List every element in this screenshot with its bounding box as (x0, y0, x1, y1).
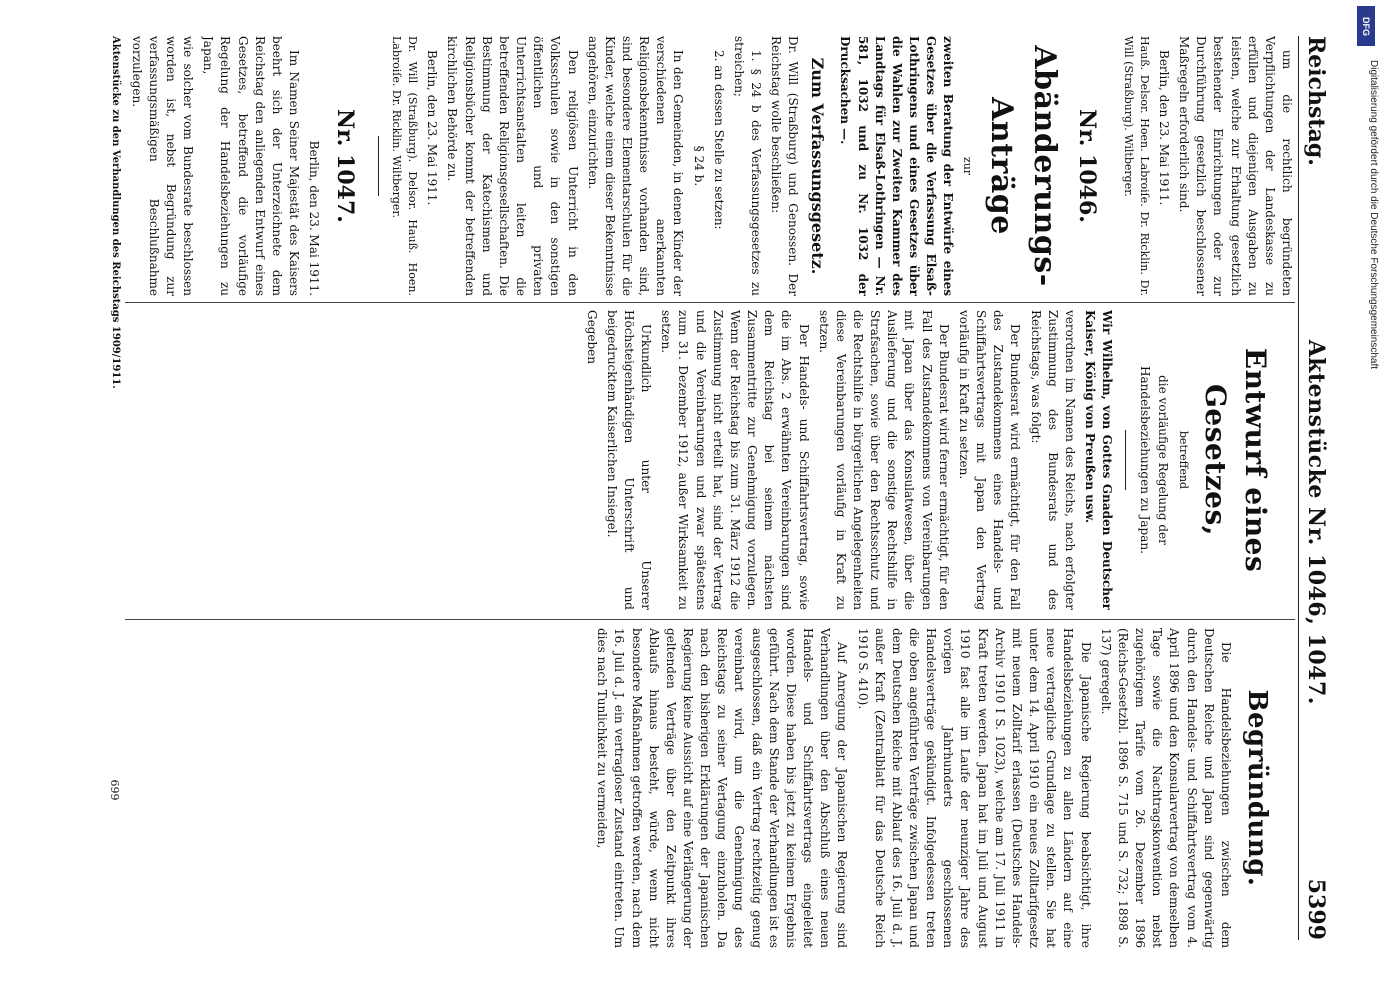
divider (1125, 430, 1126, 490)
dfg-sidebar (1353, 0, 1379, 1000)
column-separator (125, 302, 1295, 303)
date-line: Berlin, den 23. Mai 1911. (1156, 50, 1171, 206)
paragraph: Der Bundesrat wird ferner ermächtigt, für den Fall des Zustandekommens von Vereinbarungen mit Japan über das Konsulatwesen, über die Auslieferung und die sonstige Rechtshilfe in Strafsachen, sowie über den Rechtsschutz und die Rechtshilfe in bürgerlichen Angelegenheiten diese Vereinbarungen vorläufig in Kraft zu setzen. (816, 310, 951, 610)
paragraph: wie solcher vom Bundesrate beschlossen worden ist, nebst Begründung zur verfassungsmäßigen Beschlußnahme vorzulegen. (129, 36, 196, 296)
document-number-heading: Nr. 1047. (331, 109, 358, 223)
header-left: Reichstag. (1303, 36, 1329, 166)
list-item: 2. an dessen Stelle zu setzen: (711, 50, 726, 230)
subheading: Zum Verfassungsgesetz. (808, 57, 828, 275)
document-number-heading: Nr. 1046. (1074, 109, 1101, 223)
paragraph: zweiten Beratung der Entwürfe eines Gesetzes über die Verfassung Elsaß-Lothringens und eines Gesetzes über die Wahlen zur Zweiten Kammer des Landtags für Elsaß-Lothringen — Nr. 581, 1032 und zu Nr. 1032 der Drucksachen —. (838, 36, 956, 296)
column-middle (125, 310, 1295, 610)
paragraph: Im Namen Seiner Majestät des Kaisers beehrt sich der Unterzeichnete dem Reichstag den anliegenden Entwurf eines Gesetzes, betreffend die vorläufige Regelung der Handelsbeziehungen zu Japan, (201, 36, 302, 296)
paragraph: In den Gemeinden, in denen Kinder der verschiedenen anerkannten Religionsbekenntnisse vorhanden sind, sind besondere Elementarschulen für die Kinder, welche einem dieser Bekenntnisse angehören, einzurichten. (585, 36, 686, 296)
paragraph: Gegeben (584, 310, 599, 364)
column-left (125, 36, 1295, 296)
section-heading: Begründung. (1242, 689, 1272, 887)
paragraph: um die rechtlich begründeten Verpflichtungen der Landeskasse zu erfüllen und diejenigen Ausgaben zu leisten, welche zur Erhaltung gesetzlich bestehender Einrichtungen oder zur Durchführung gesetzlich beschlossener Maßregeln erforderlich sind. (1177, 36, 1294, 296)
paragraph: Die Japanische Regierung beabsichtigt, ihre Handelsbeziehungen zu allen Ländern auf eine neue vertragliche Grundlage zu stellen. Sie hat unter dem 14. April 1910 ein neues Zolltarifgesetz mit neuem Zolltarif erlassen (Deutsches Handels-Archiv 1910 I S. 1023), welche am 17. Juli 1911 in Kraft treten werden. Japan hat im Juli und August 1910 fast alle im Laufe der neunziger Jahre des vorigen Jahrhunderts geschlossenen Handelsverträge gekündigt. Infolgedessen treten die oben angeführten Verträge zwischen Japan und dem Deutschen Reiche mit Ablauf des 16. Juli d. J. außer Kraft (Zentralblatt für das Deutsche Reich 1910 S. 410). (855, 628, 1093, 948)
paragraph: Urkundlich unter Unserer Höchsteigenhändigen Unterschrift und beigedrucktem Kaiserlichen Insiegel. (604, 310, 654, 610)
page-footer: Aktenstücke zu den Verhandlungen des Reichstags 1909/1911. (110, 36, 121, 389)
signers: Dr. Will (Straßburg). Delsor. Hauß. Hoen. Labroiſe. Dr. Ricklin. Wiltberger. (390, 36, 420, 296)
divider (378, 136, 379, 196)
paragraph: Auf Anregung der Japanischen Regierung sind Verhandlungen über den Abschluß eines neuen Handels- und Schiffahrtsvertrags eingeleitet worden. Diese haben bis jetzt zu keinem Ergebnis geführt. Nach dem Stande der Verhandlungen ist es ausgeschlossen, daß ein Vertrag rechtzeitig genug vereinbart wird, um die Genehmigung des Reichstags zu seiner Vertagung einzuholen. Da nach den bisherigen Erklärungen der Japanischen Regierung keine Aussicht auf eine Verlängerung der geltenden Verträge über den Zeitpunkt ihres Ablaufs hinaus besteht, würde, wenn nicht besondere Maßnahmen getroffen werden, nach dem 16. Juli d. J. ein vertragloser Zustand eintreten. Um dies nach Tunlichkeit zu vermeiden, (595, 628, 850, 948)
header-title: Aktenstücke Nr. 1046, 1047. (1303, 339, 1329, 705)
connector-text: zur (961, 156, 975, 176)
column-right (125, 628, 1295, 948)
paragraph: Der Bundesrat wird ermächtigt, für den Fall des Zustandekommens eines Handels- und Schiffahrtsvertrags mit Japan den Vertrag vorläufig in Kraft zu setzen. (956, 310, 1023, 610)
page-number: 5399 (1303, 878, 1329, 940)
paragraph: verordnen im Namen des Reichs, nach erfolgter Zustimmung des Bundesrats und des Reichstags, was folgt: (1028, 310, 1077, 610)
signers: Hauß. Delsor. Hoen. Labroiſe. Dr. Ricklin. Dr. Will (Straßburg). Wiltberger. (1122, 36, 1151, 296)
law-subtitle: die vorläufige Regelung der Handelsbeziehungen zu Japan. (1138, 366, 1171, 554)
date-line: Berlin, den 23. Mai 1911. (307, 140, 322, 296)
date-line: Berlin, den 23. Mai 1911. (425, 50, 440, 206)
paragraph: Der Handels- und Schiffahrtsvertrag, sowie die im Abs. 2 erwähnten Vereinbarungen sind dem Reichstag bei seinem nächsten Zusammentritte zur Genehmigung vorzulegen. Wenn der Reichstag bis zum 31. März 1912 die Zustimmung nicht erteilt hat, sind der Vertrag und die Vereinbarungen und zwar spätestens zum 31. Dezember 1912, außer Wirksamkeit zu setzen. (659, 310, 811, 610)
page-header (1298, 36, 1343, 940)
dfg-logo: DFG (1357, 6, 1375, 46)
paragraph: Wir Wilhelm, von Gottes Gnaden Deutscher Kaiser, König von Preußen usw. (1083, 310, 1115, 610)
paragraph: Den religiösen Unterricht in den Volksschulen sowie in den sonstigen öffentlichen und privaten Unterrichtsanstalten leiten die betreffenden Religionsgesellschaften. Die Bestimmung der Katechismen und Religionsbücher kommt der betreffenden kirchlichen Behörde zu. (445, 36, 580, 296)
section-mark: § 24 b. (691, 145, 706, 187)
footer-number: 699 (108, 779, 121, 801)
document-title: Abänderungs-Anträge (983, 45, 1062, 287)
list-item: 1. § 24 b des Verfassungsgesetzes zu streichen; (731, 36, 764, 296)
paragraph: Dr. Will (Straßburg) und Genossen. Der Reichstag wolle beschließen: (769, 36, 801, 296)
dfg-credit: Digitalisierung gefördert durch die Deutsche Forschungsgemeinschaft (1368, 60, 1379, 370)
connector-text: betreffend (1176, 430, 1190, 490)
law-draft-title: Entwurf eines Gesetzes, (1198, 347, 1272, 573)
column-separator (125, 619, 1295, 620)
paragraph: Die Handelsbeziehungen zwischen dem Deutschen Reiche und Japan sind gegenwärtig durch den Handels- und Schiffahrtsvertrag vom 4. April 1896 und den Konsularvertrag von demselben Tage sowie die Nachtragskonvention nebst zugehörigem Tarife vom 26. Dezember 1896 (Reichs-Gesetzbl. 1896 S. 715 und S. 732; 1898 S. 137) geregelt. (1098, 628, 1233, 948)
